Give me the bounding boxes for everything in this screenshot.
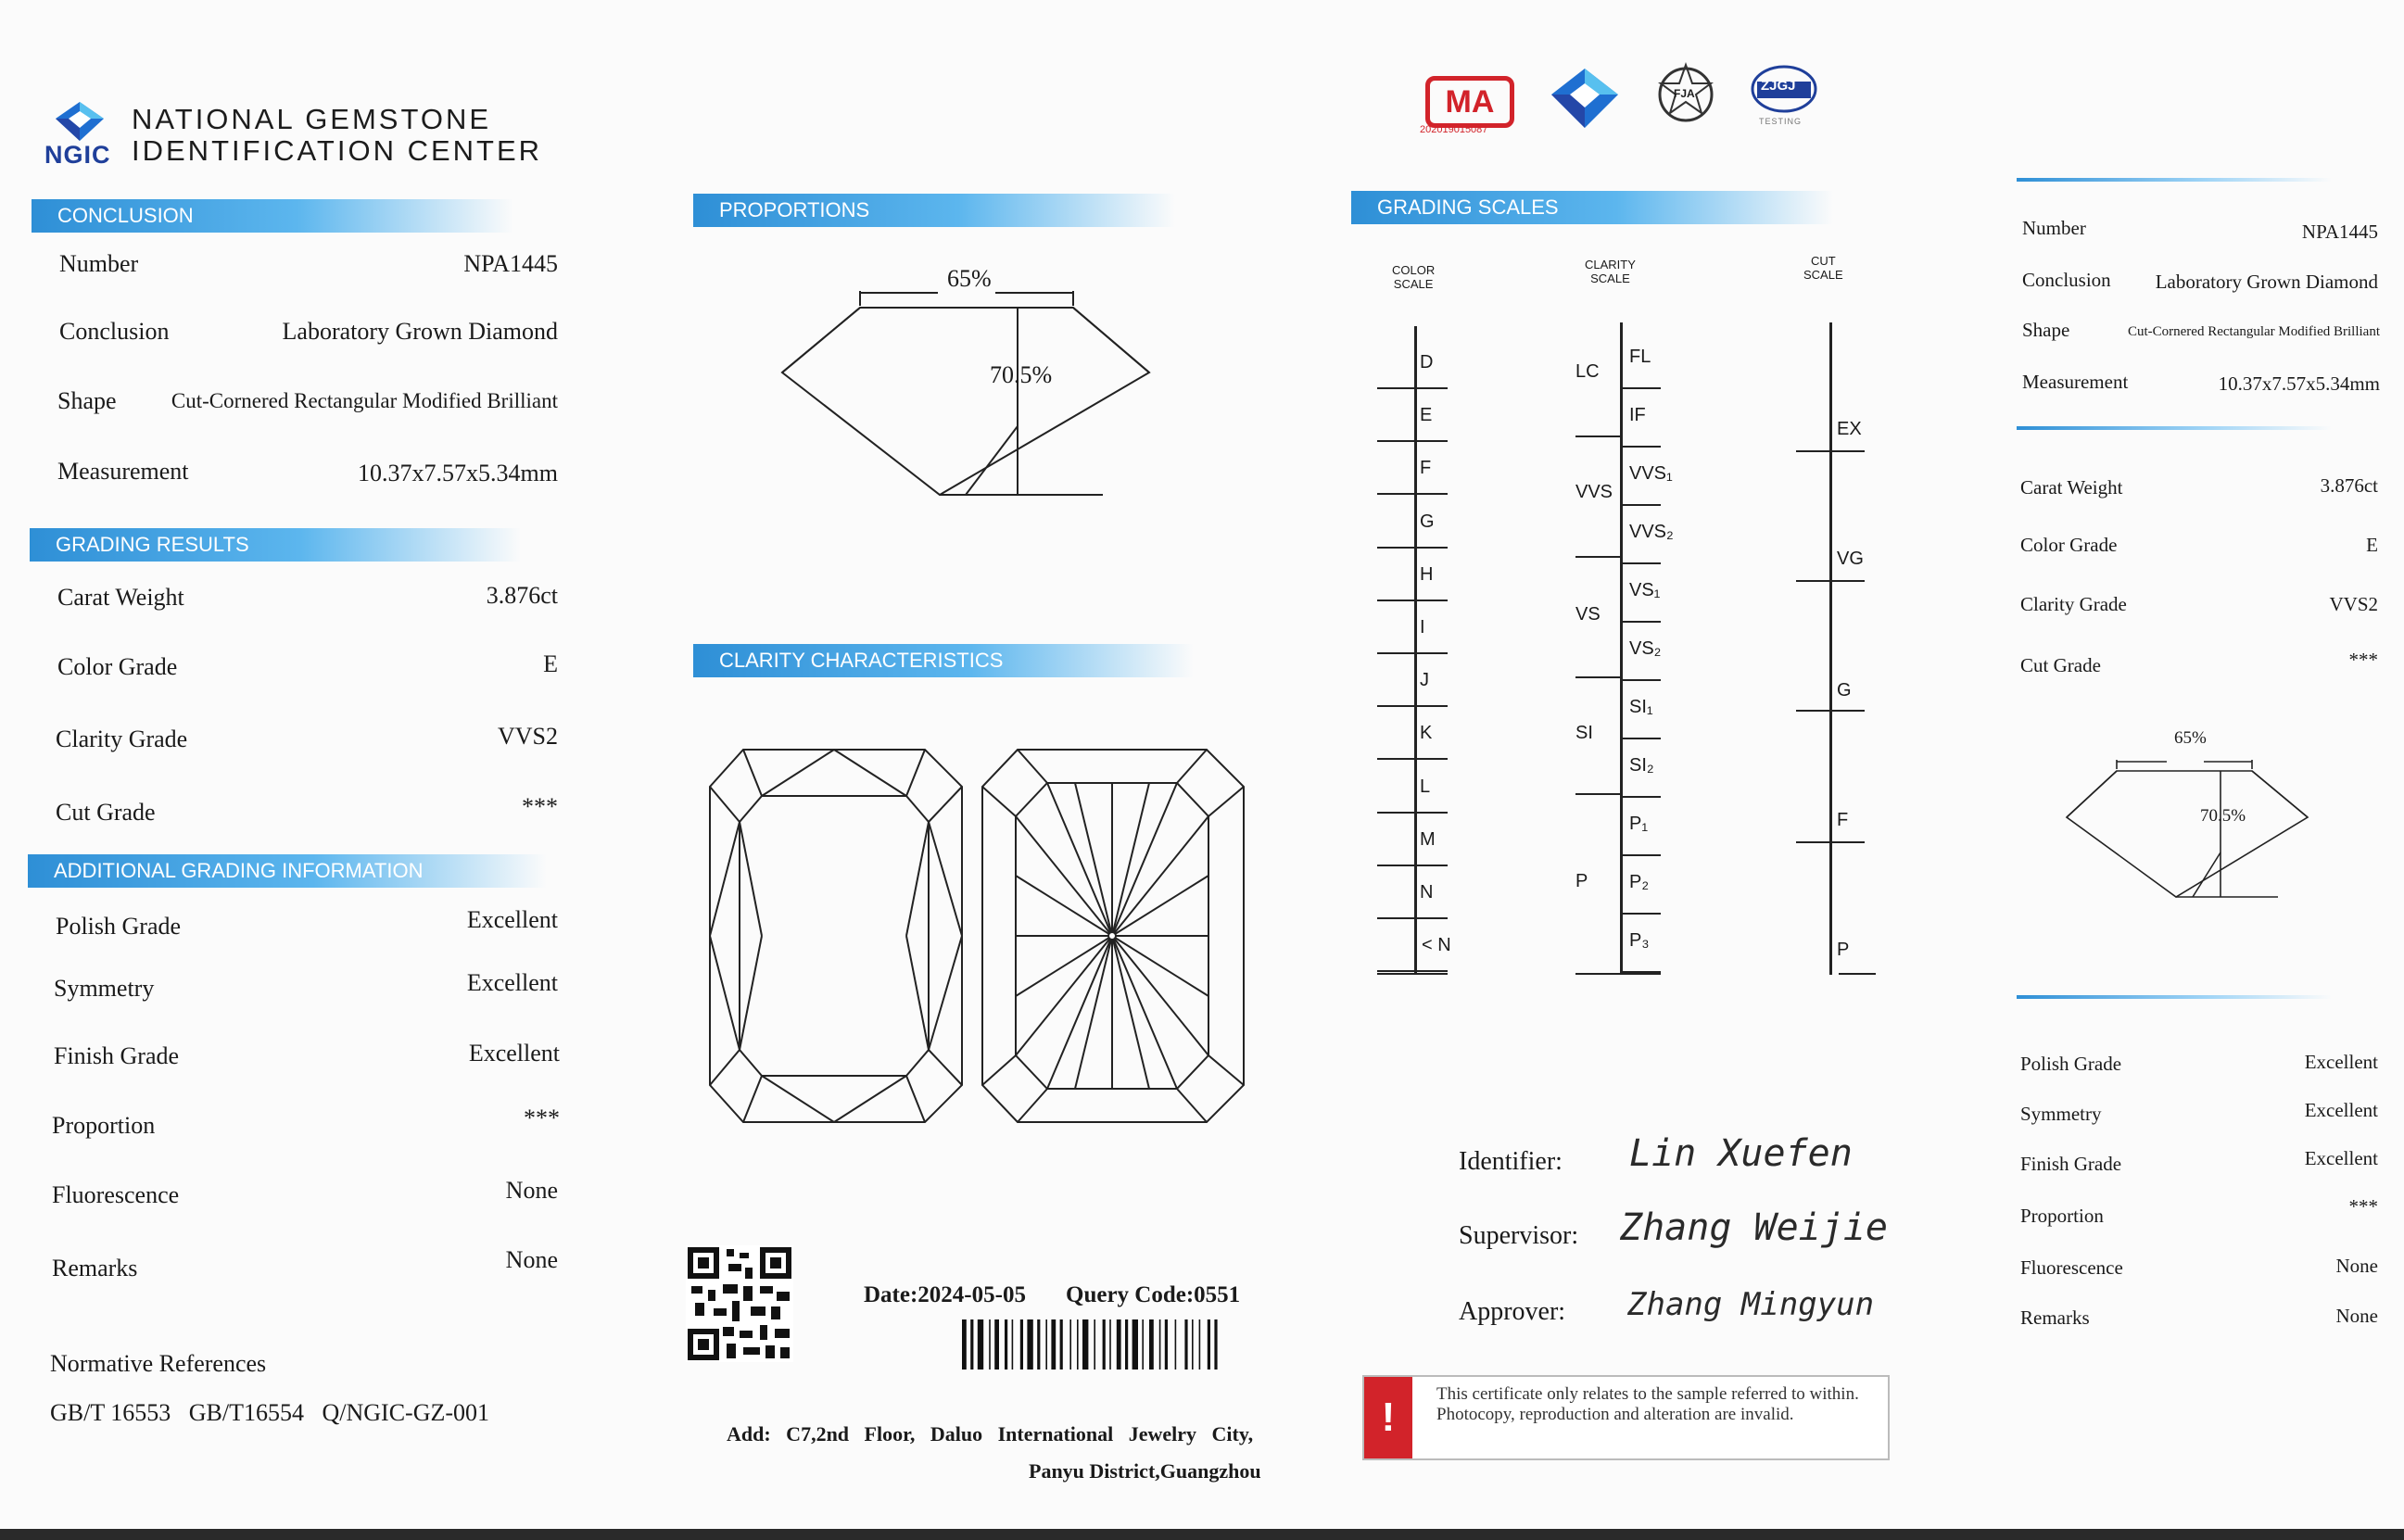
color-scale-grade: K bbox=[1420, 723, 1433, 744]
barcode-bar bbox=[989, 1319, 991, 1370]
color-scale-tick bbox=[1377, 493, 1448, 495]
summary-value-proportion: *** bbox=[2348, 1195, 2378, 1218]
proportion-depth-percent: 70.5% bbox=[990, 361, 1053, 388]
clarity-scale-grade: IF bbox=[1629, 405, 1646, 425]
grading-value-clarity: VVS2 bbox=[497, 723, 558, 750]
approver-label: Approver: bbox=[1459, 1297, 1566, 1326]
barcode-bar bbox=[1117, 1319, 1121, 1370]
barcode-bar bbox=[978, 1319, 983, 1370]
summary-value-shape: Cut-Cornered Rectangular Modified Brilliant bbox=[2127, 324, 2380, 339]
additional-value-finish: Excellent bbox=[468, 1040, 560, 1067]
summary-divider-1 bbox=[2017, 178, 2332, 182]
conclusion-value-conclusion: Laboratory Grown Diamond bbox=[282, 318, 558, 345]
barcode-bar bbox=[1037, 1319, 1040, 1370]
clarity-scale-group-tick bbox=[1575, 435, 1622, 437]
barcode-bar bbox=[1027, 1319, 1032, 1370]
conclusion-value-number: NPA1445 bbox=[463, 250, 558, 277]
section-clarity-characteristics: CLARITY CHARACTERISTICS bbox=[693, 644, 1194, 677]
summary-value-color: E bbox=[2366, 534, 2378, 556]
clarity-scale-group-tick bbox=[1575, 793, 1622, 795]
org-line-1: NATIONAL GEMSTONE bbox=[132, 103, 492, 135]
additional-label-symmetry: Symmetry bbox=[54, 975, 155, 1002]
color-scale-grade: < N bbox=[1422, 935, 1451, 956]
clarity-scale-tick bbox=[1620, 679, 1661, 681]
pavilion-view-diagram bbox=[979, 746, 1247, 1126]
barcode-bar bbox=[1208, 1319, 1210, 1370]
clarity-scale-title-2: SCALE bbox=[1590, 271, 1630, 285]
clarity-scale-grade: SI₁ bbox=[1629, 697, 1653, 717]
color-scale-tick bbox=[1377, 600, 1448, 601]
barcode-bar bbox=[1103, 1319, 1106, 1370]
summary-value-number: NPA1445 bbox=[2301, 221, 2378, 243]
identifier-signature: Lin Xuefen bbox=[1629, 1132, 1853, 1175]
clarity-scale-grade: P₂ bbox=[1629, 872, 1650, 892]
summary-value-fluorescence: None bbox=[2335, 1255, 2378, 1277]
summary-divider-2 bbox=[2017, 426, 2332, 430]
clarity-scale-tick bbox=[1575, 973, 1661, 975]
color-scale-tick bbox=[1377, 387, 1448, 389]
warning-text: This certificate only relates to the sample referred to within. Photocopy, reproduction and alteration are invalid. bbox=[1436, 1384, 1859, 1424]
clarity-scale-grade: SI₂ bbox=[1629, 755, 1654, 776]
summary-label-remarks: Remarks bbox=[2020, 1306, 2090, 1329]
color-scale-tick bbox=[1377, 705, 1448, 707]
conclusion-label-shape: Shape bbox=[57, 387, 117, 414]
color-scale-tick bbox=[1377, 970, 1448, 972]
summary-label-polish: Polish Grade bbox=[2020, 1053, 2122, 1075]
summary-proportion-diagram bbox=[2057, 732, 2326, 908]
barcode-bar bbox=[1132, 1319, 1138, 1370]
additional-value-proportion: *** bbox=[524, 1105, 560, 1131]
color-scale-tick bbox=[1377, 547, 1448, 549]
grading-value-cut: *** bbox=[522, 793, 558, 820]
summary-value-symmetry: Excellent bbox=[2304, 1099, 2378, 1121]
clarity-scale-group: P bbox=[1575, 871, 1588, 891]
color-scale-grade: M bbox=[1420, 828, 1436, 850]
clarity-scale-axis bbox=[1620, 322, 1623, 975]
barcode-bar bbox=[1012, 1319, 1014, 1370]
summary-value-polish: Excellent bbox=[2304, 1051, 2378, 1073]
color-scale-grade: I bbox=[1420, 617, 1425, 637]
exclamation-icon: ! bbox=[1364, 1377, 1412, 1458]
summary-depth-percent: 70.5% bbox=[2200, 806, 2246, 826]
barcode-bar bbox=[1165, 1319, 1168, 1370]
certificate-date: Date:2024-05-05 bbox=[864, 1282, 1026, 1307]
cut-scale-grade: VG bbox=[1837, 549, 1864, 569]
summary-label-carat: Carat Weight bbox=[2020, 476, 2123, 499]
summary-value-measurement: 10.37x7.57x5.34mm bbox=[2218, 372, 2380, 395]
barcode bbox=[960, 1319, 1251, 1370]
normative-title: Normative References bbox=[50, 1350, 267, 1377]
color-scale-tick bbox=[1377, 758, 1448, 760]
organization-name bbox=[132, 104, 542, 167]
color-scale-grade: D bbox=[1420, 352, 1434, 372]
summary-value-conclusion: Laboratory Grown Diamond bbox=[2155, 271, 2378, 293]
qr-code-icon bbox=[686, 1245, 793, 1362]
clarity-scale-tick bbox=[1620, 913, 1661, 915]
additional-label-fluorescence: Fluorescence bbox=[52, 1181, 180, 1208]
warning-notice bbox=[1362, 1375, 1890, 1460]
summary-label-finish: Finish Grade bbox=[2020, 1153, 2122, 1175]
clarity-scale-grade: FL bbox=[1629, 347, 1651, 367]
org-abbreviation: NGIC bbox=[44, 141, 111, 169]
clarity-scale-group: LC bbox=[1575, 361, 1600, 382]
cut-scale-tick bbox=[1839, 973, 1876, 975]
additional-label-finish: Finish Grade bbox=[54, 1042, 180, 1069]
barcode-bar bbox=[1199, 1319, 1201, 1370]
summary-table-percent: 65% bbox=[2174, 728, 2207, 748]
cma-logo-icon bbox=[1425, 76, 1514, 128]
color-scale-grade: L bbox=[1420, 776, 1431, 797]
color-scale-axis bbox=[1414, 326, 1417, 975]
query-code: Query Code:0551 bbox=[1066, 1282, 1241, 1307]
color-scale-grade: E bbox=[1420, 405, 1433, 426]
summary-label-symmetry: Symmetry bbox=[2020, 1103, 2102, 1125]
clarity-scale-tick bbox=[1620, 796, 1661, 798]
cut-scale-title-1: CUT bbox=[1810, 254, 1836, 268]
barcode-bar bbox=[1109, 1319, 1111, 1370]
cut-scale-title-2: SCALE bbox=[1803, 268, 1843, 282]
summary-label-color: Color Grade bbox=[2020, 534, 2118, 556]
clarity-scale-tick bbox=[1620, 504, 1661, 506]
section-conclusion: CONCLUSION bbox=[32, 199, 513, 233]
cut-scale-tick bbox=[1796, 841, 1865, 843]
cut-scale-grade: P bbox=[1837, 940, 1850, 960]
summary-value-remarks: None bbox=[2335, 1305, 2378, 1327]
color-scale-tick bbox=[1377, 440, 1448, 442]
fja-logo-text: FJA bbox=[1674, 87, 1695, 100]
grading-label-color: Color Grade bbox=[57, 653, 178, 680]
color-scale-tick bbox=[1377, 812, 1448, 814]
cut-scale-grade: G bbox=[1837, 680, 1852, 701]
color-scale-grade: F bbox=[1420, 458, 1432, 479]
summary-label-cut: Cut Grade bbox=[2020, 654, 2101, 676]
summary-label-measurement: Measurement bbox=[2022, 371, 2129, 393]
grading-value-carat: 3.876ct bbox=[486, 582, 558, 609]
clarity-scale-grade: VS₁ bbox=[1629, 580, 1661, 600]
clarity-scale-tick bbox=[1620, 387, 1661, 389]
summary-value-carat: 3.876ct bbox=[2320, 474, 2378, 497]
conclusion-value-shape: Cut-Cornered Rectangular Modified Brilliant bbox=[171, 389, 558, 412]
section-proportions: PROPORTIONS bbox=[693, 194, 1175, 227]
color-scale-tick bbox=[1377, 973, 1448, 975]
clarity-scale-tick bbox=[1620, 854, 1661, 856]
barcode-bar bbox=[970, 1319, 973, 1370]
section-grading-scales: GRADING SCALES bbox=[1351, 191, 1833, 224]
summary-label-number: Number bbox=[2022, 217, 2086, 239]
cut-scale-axis bbox=[1829, 322, 1832, 975]
additional-value-fluorescence: None bbox=[505, 1177, 558, 1204]
barcode-bar bbox=[1149, 1319, 1154, 1370]
color-scale-tick bbox=[1377, 917, 1448, 919]
barcode-bar bbox=[1184, 1319, 1187, 1370]
normative-refs: GB/T 16553 GB/T16554 Q/NGIC-GZ-001 bbox=[50, 1399, 490, 1426]
summary-value-clarity: VVS2 bbox=[2329, 593, 2378, 615]
barcode-bar bbox=[1159, 1319, 1161, 1370]
clarity-scale-tick bbox=[1620, 446, 1661, 448]
barcode-bar bbox=[1051, 1319, 1056, 1370]
ngic-logo-icon bbox=[54, 100, 106, 143]
color-scale-title-1: COLOR bbox=[1392, 263, 1436, 277]
grading-label-clarity: Clarity Grade bbox=[56, 726, 188, 752]
clarity-scale-group: VS bbox=[1575, 604, 1601, 625]
color-scale-title bbox=[1392, 263, 1435, 291]
additional-value-polish: Excellent bbox=[466, 906, 558, 933]
color-scale-grade: H bbox=[1420, 563, 1434, 585]
org-line-2: IDENTIFICATION CENTER bbox=[132, 134, 543, 167]
grading-label-cut: Cut Grade bbox=[56, 799, 156, 826]
clarity-scale-title bbox=[1585, 258, 1636, 285]
approver-signature: Zhang Mingyun bbox=[1627, 1286, 1875, 1323]
cut-scale-title bbox=[1803, 254, 1843, 282]
barcode-bar bbox=[1082, 1319, 1088, 1370]
barcode-bar bbox=[1069, 1319, 1071, 1370]
clarity-scale-group-tick bbox=[1575, 556, 1622, 558]
clarity-scale-group: SI bbox=[1575, 723, 1593, 743]
color-scale-tick bbox=[1377, 652, 1448, 654]
additional-value-symmetry: Excellent bbox=[466, 969, 558, 996]
section-grading-results: GRADING RESULTS bbox=[30, 528, 521, 562]
conclusion-label-conclusion: Conclusion bbox=[59, 318, 170, 345]
barcode-bar bbox=[1142, 1319, 1144, 1370]
supervisor-signature: Zhang Weijie bbox=[1620, 1206, 1888, 1249]
barcode-bar bbox=[1045, 1319, 1047, 1370]
barcode-bar bbox=[962, 1319, 967, 1370]
barcode-bar bbox=[994, 1319, 999, 1370]
summary-value-cut: *** bbox=[2348, 649, 2378, 671]
page-bottom-edge bbox=[0, 1529, 2404, 1540]
clarity-scale-group: VVS bbox=[1575, 482, 1613, 502]
barcode-bar bbox=[1094, 1319, 1095, 1370]
crown-view-diagram bbox=[706, 746, 966, 1126]
barcode-bar bbox=[1175, 1319, 1177, 1370]
cut-scale-tick bbox=[1796, 450, 1865, 452]
proportion-diagram bbox=[769, 271, 1158, 511]
barcode-bar bbox=[1060, 1319, 1063, 1370]
barcode-bar bbox=[1192, 1319, 1194, 1370]
zjgj-logo-text: ZJGJ bbox=[1761, 78, 1796, 94]
color-scale-grade: N bbox=[1420, 882, 1434, 903]
barcode-bar bbox=[1005, 1319, 1007, 1370]
summary-label-fluorescence: Fluorescence bbox=[2020, 1256, 2123, 1279]
summary-divider-3 bbox=[2017, 995, 2332, 999]
grading-value-color: E bbox=[543, 650, 558, 677]
address-line-2: Panyu District,Guangzhou bbox=[1029, 1459, 1261, 1483]
cut-scale-grade: F bbox=[1837, 810, 1849, 830]
cma-number: 202019015087 bbox=[1420, 124, 1488, 135]
clarity-scale-grade: P₁ bbox=[1629, 814, 1649, 834]
color-scale-grade: J bbox=[1420, 670, 1429, 691]
proportion-table-percent: 65% bbox=[947, 265, 992, 292]
ngic-seal-icon bbox=[1550, 67, 1620, 130]
supervisor-label: Supervisor: bbox=[1459, 1221, 1579, 1250]
additional-label-proportion: Proportion bbox=[52, 1112, 156, 1139]
additional-label-remarks: Remarks bbox=[52, 1255, 138, 1281]
clarity-scale-grade: VS₂ bbox=[1629, 638, 1662, 659]
summary-label-proportion: Proportion bbox=[2020, 1205, 2104, 1227]
zjgj-sub-text: TESTING bbox=[1759, 117, 1803, 126]
grading-label-carat: Carat Weight bbox=[57, 584, 184, 611]
section-additional: ADDITIONAL GRADING INFORMATION bbox=[28, 854, 547, 888]
conclusion-value-measurement: 10.37x7.57x5.34mm bbox=[358, 460, 558, 486]
clarity-scale-group-tick bbox=[1575, 676, 1622, 678]
identifier-label: Identifier: bbox=[1459, 1147, 1563, 1176]
clarity-scale-tick bbox=[1620, 562, 1661, 564]
color-scale-grade: G bbox=[1420, 511, 1435, 532]
conclusion-label-measurement: Measurement bbox=[57, 458, 189, 485]
summary-label-shape: Shape bbox=[2022, 319, 2070, 341]
barcode-bar bbox=[1020, 1319, 1023, 1370]
summary-label-conclusion: Conclusion bbox=[2022, 269, 2111, 291]
clarity-scale-grade: VVS₂ bbox=[1629, 522, 1674, 542]
conclusion-label-number: Number bbox=[59, 250, 139, 277]
clarity-scale-title-1: CLARITY bbox=[1585, 258, 1636, 271]
barcode-bar bbox=[1077, 1319, 1079, 1370]
summary-label-clarity: Clarity Grade bbox=[2020, 593, 2127, 615]
summary-value-finish: Excellent bbox=[2304, 1147, 2378, 1169]
cma-logo-text: MA bbox=[1445, 84, 1495, 120]
cut-scale-grade: EX bbox=[1837, 419, 1862, 439]
additional-value-remarks: None bbox=[505, 1246, 558, 1273]
barcode-bar bbox=[1214, 1319, 1217, 1370]
clarity-scale-tick bbox=[1620, 621, 1661, 623]
cut-scale-tick bbox=[1796, 580, 1865, 582]
color-scale-title-2: SCALE bbox=[1393, 277, 1434, 291]
color-scale-tick bbox=[1377, 865, 1448, 866]
clarity-scale-grade: P₃ bbox=[1629, 930, 1650, 951]
clarity-scale-tick bbox=[1620, 738, 1661, 739]
clarity-scale-grade: VVS₁ bbox=[1629, 463, 1673, 484]
cut-scale-tick bbox=[1796, 710, 1865, 712]
barcode-bar bbox=[1125, 1319, 1128, 1370]
address-line-1: Add: C7,2nd Floor, Daluo International Jewelry City, bbox=[727, 1422, 1254, 1445]
additional-label-polish: Polish Grade bbox=[56, 913, 182, 940]
